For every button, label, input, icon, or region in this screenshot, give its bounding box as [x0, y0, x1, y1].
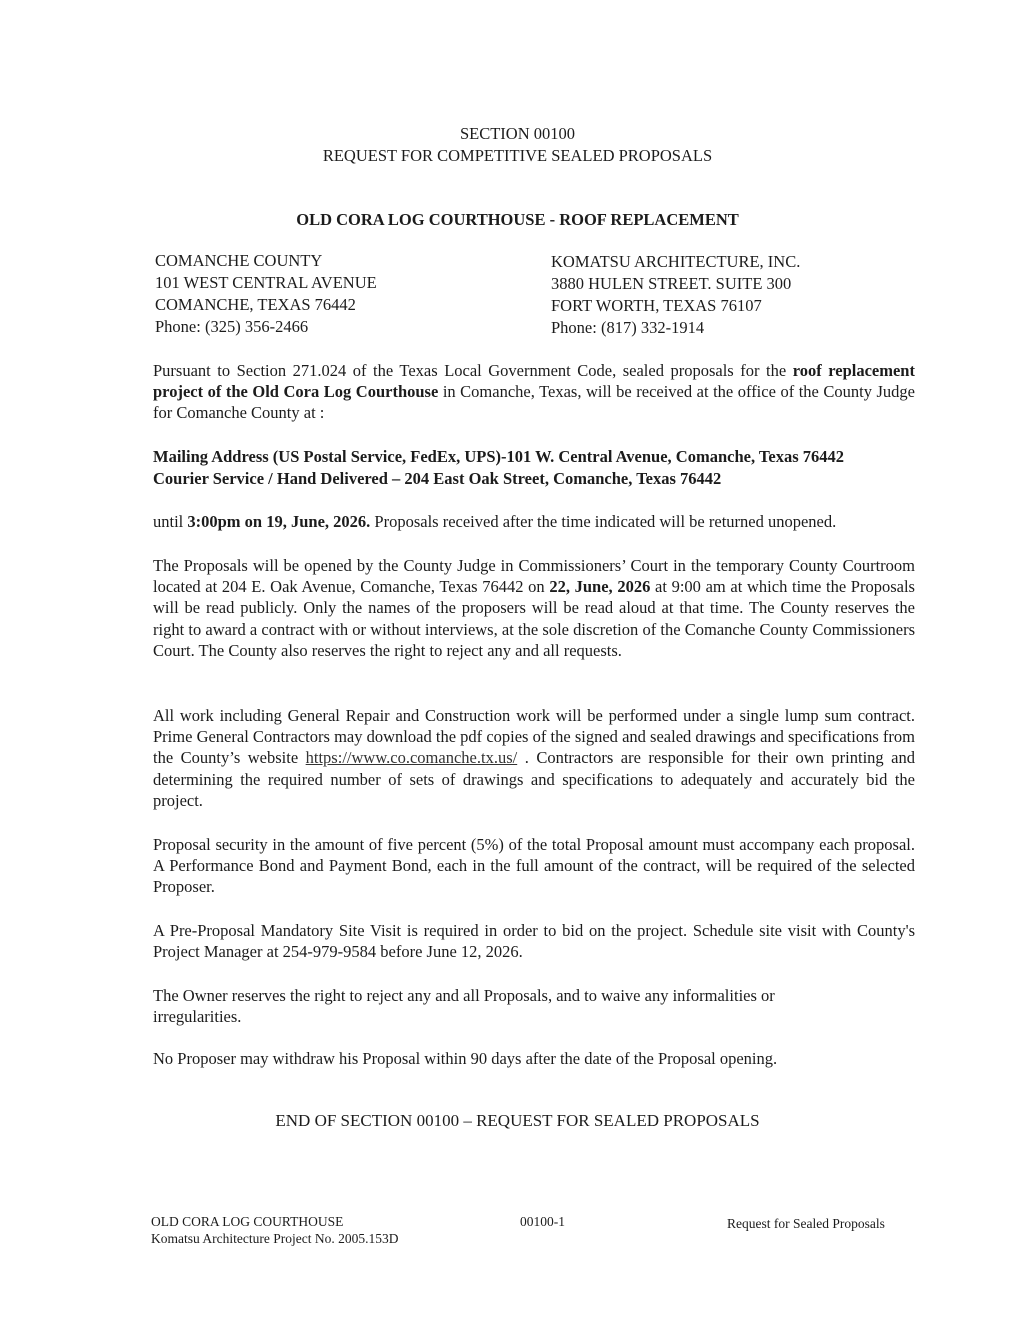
opening-date: 22, June, 2026: [549, 577, 651, 597]
reserve-paragraph: [153, 985, 853, 1027]
deadline-text-end: Proposals received after the time indicated will be returned unopened.: [370, 512, 837, 531]
deadline-date: 3:00pm on 19, June, 2026.: [187, 512, 371, 531]
architect-city: FORT WORTH, TEXAS 76107: [551, 296, 762, 315]
architect-name: KOMATSU ARCHITECTURE, INC.: [551, 252, 801, 271]
work-paragraph: [153, 705, 915, 811]
site-visit-paragraph: [153, 920, 915, 962]
work-text-end: . Contractors are responsible for their own printing and determining the required number of sets of drawings and specifications to adequately and accurately bid the project.: [153, 748, 915, 810]
security-text: Proposal security in the amount of five percent (5%) of the total Proposal amount must accompany each proposal. A Performance Bond and Payment Bond, each in the full amount of the contract, will be required of the selected Proposer.: [153, 835, 915, 897]
intro-project-emphasis: roof replacement project of the Old Cora Log Courthouse: [153, 361, 915, 402]
footer-project-name: OLD CORA LOG COURTHOUSE: [151, 1214, 344, 1229]
architect-address-block: [551, 251, 800, 339]
owner-phone: Phone: (325) 356-2466: [155, 317, 309, 336]
reserve-text: The Owner reserves the right to reject any and all Proposals, and to waive any informalities or irregularities.: [153, 986, 775, 1027]
courier-address: Courier Service / Hand Delivered – 204 East Oak Street, Comanche, Texas 76442: [153, 469, 722, 488]
footer-left: [151, 1213, 398, 1247]
intro-text: Pursuant to Section 271.024 of the Texas Local Government Code, sealed proposals for the: [153, 361, 793, 380]
deadline-paragraph: [153, 511, 915, 532]
work-text: All work including General Repair and Construction work will be performed under a single lump sum contract. Prime General Contractors may download the pdf copies of the signed and sealed drawings and specifications from the County’s website: [153, 706, 915, 768]
project-title: OLD CORA LOG COURTHOUSE - ROOF REPLACEMENT: [296, 210, 739, 229]
deadline-text: until: [153, 512, 188, 531]
withdraw-text: No Proposer may withdraw his Proposal within 90 days after the date of the Proposal opening.: [153, 1049, 778, 1068]
architect-phone: Phone: (817) 332-1914: [551, 318, 705, 337]
footer-page-number: [520, 1213, 565, 1230]
section-subtitle: REQUEST FOR COMPETITIVE SEALED PROPOSALS: [322, 146, 713, 165]
county-website-link[interactable]: https://www.co.comanche.tx.us/: [305, 748, 518, 768]
end-of-section: END OF SECTION 00100 – REQUEST FOR SEALED PROPOSALS: [275, 1111, 760, 1130]
mailing-address: Mailing Address (US Postal Service, FedEx, UPS)-101 W. Central Avenue, Comanche, Texas 76442: [153, 447, 845, 466]
section-number: SECTION 00100: [459, 124, 576, 143]
opening-paragraph: [153, 555, 915, 661]
page-number: 00100-1: [520, 1214, 565, 1229]
footer-document-title: Request for Sealed Proposals: [727, 1216, 885, 1231]
security-paragraph: [153, 834, 915, 898]
intro-text-end: in Comanche, Texas, will be received at the office of the County Judge for Comanche County at :: [153, 382, 915, 423]
owner-street: 101 WEST CENTRAL AVENUE: [155, 273, 377, 292]
submission-addresses: [153, 446, 933, 490]
site-visit-text: A Pre-Proposal Mandatory Site Visit is required in order to bid on the project. Schedule site visit with County's Project Manager at 254-979-9584 before June 12, 2026.: [153, 921, 915, 962]
owner-name: COMANCHE COUNTY: [155, 251, 323, 270]
opening-text: The Proposals will be opened by the County Judge in Commissioners’ Court in the temporary County Courtroom located at 204 E. Oak Avenue, Comanche, Texas 76442 on: [153, 556, 915, 597]
footer-right: [727, 1215, 885, 1232]
owner-city: COMANCHE, TEXAS 76442: [155, 295, 356, 314]
architect-street: 3880 HULEN STREET. SUITE 300: [551, 274, 792, 293]
intro-paragraph: [153, 360, 915, 424]
withdraw-paragraph: [153, 1048, 915, 1069]
footer-project-number: Komatsu Architecture Project No. 2005.153D: [151, 1231, 399, 1246]
owner-address-block: [155, 250, 377, 338]
opening-text-end: at 9:00 am at which time the Proposals will be read publicly. Only the names of the proposers will be read aloud at that time. The County reserves the right to award a contract with or without interviews, at the sole discretion of the Comanche County Commissioners Court. The County also reserves the right to reject any and all requests.: [153, 577, 915, 660]
